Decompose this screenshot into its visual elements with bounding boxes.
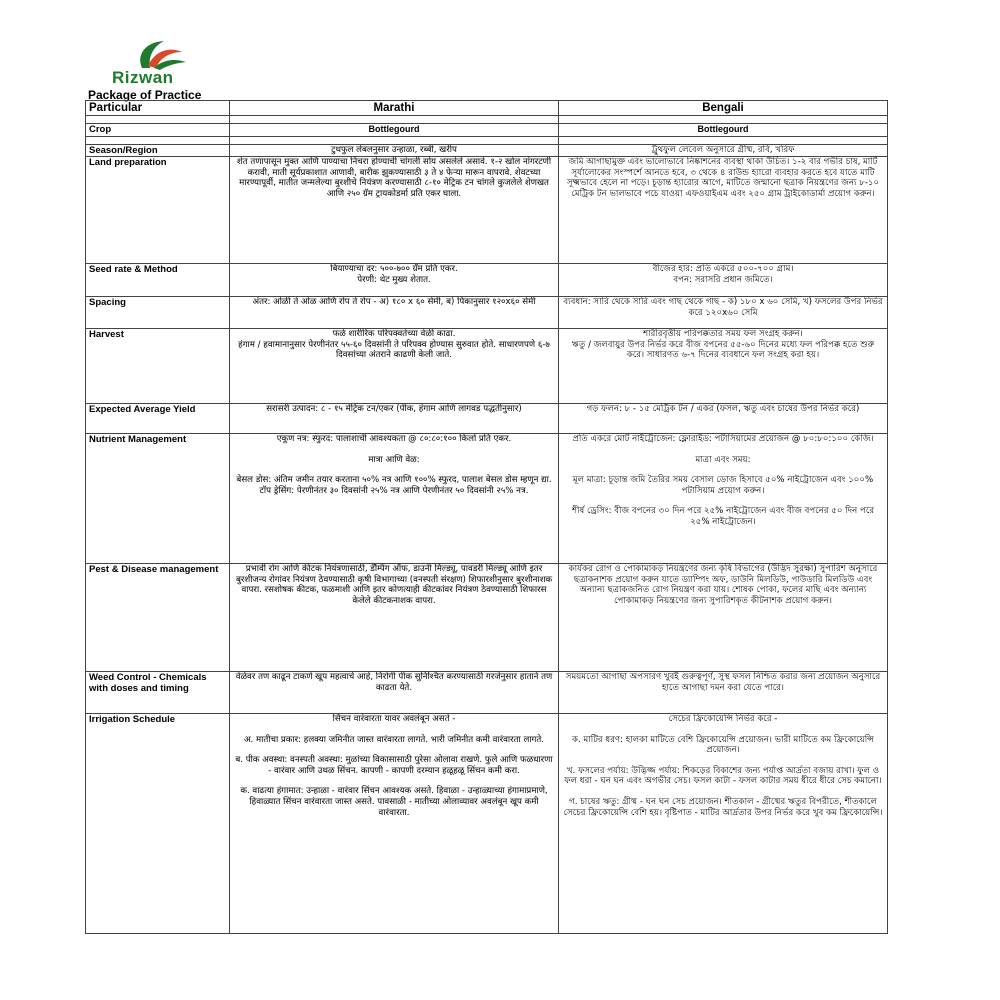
nutrient-text: एकूण नत्र: स्फुरद: पालाशाची आवश्यकता @ ८०:८०:१०० किलो प्रति एकर. (276, 434, 512, 444)
nutrient-text: टॉप ड्रेसिंग: पेरणीनंतर ३० दिवसांनी २५% नत्र आणि पेरणीनंतर ५० दिवसांनी २५% नत्र. (259, 485, 529, 496)
table-row-weed-control (86, 672, 888, 714)
sowing-text: पेरणी: थेट मुख्य शेतात. (357, 274, 431, 285)
row-label-expected-yield: Expected Average Yield (86, 404, 230, 434)
row-label-weed-control: Weed Control - Chemicals with doses and timing (86, 672, 230, 714)
cell-harvest-bengali (559, 329, 888, 404)
nutrient-text: মূল মাত্রা: চূড়ান্ত জমি তৈরির সময় বেসাল ডোজ হিসাবে ৫০% নাইট্রোজেন এবং ১০০% পটাসিয়াম প্রয়োগ করুন। (572, 475, 874, 496)
nutrient-text: শীর্ষ ড্রেসিং: বীজ বপনের ৩০ দিন পরে ২৫% নাইট্রোজেন এবং বীজ বপনের ৫০ দিন পরে ২৫% নাইট্রোজেন। (571, 506, 875, 527)
seed-rate-text: বীজের হার: প্রতি একরে ৫০০-৭০০ গ্রাম। (652, 264, 794, 274)
cell-crop-marathi: Bottlegourd (230, 124, 559, 137)
table-row-spacing (86, 297, 888, 329)
rizwan-leaf-logo-icon (124, 38, 198, 72)
cell-land-bengali: জমি আগাছামুক্ত এবং ভালোভাবে নিষ্কাশনের ব্যবস্থা থাকা উচিত। ১-২ বার গভীর চাষ, মাটি সূর্যালোকের সংস্পর্শে আনতে হবে, ৩ থেকে ৪ রাউন্ড হ্যারো ব্যবহার করতে হবে যাতে মাটি সূক্ষ্মভাবে হেলে না পড়ে। চূড়ান্ত হ্যারোর আগে, মাটিতে জন্মানো ছত্রাক নিয়ন্ত্রণের জন্য ৮-১০ মেট্রিক টন ভালভাবে পচে যাওয়া এফওয়াইএম এবং ২৫০ গ্রাম ট্রাইকোডার্মা প্রয়োগ করুন। (559, 157, 888, 264)
harvest-text: हंगाम / हवामानानुसार पेरणीनंतर ५५-६० दिवसांनी ते परिपक्व होण्यास सुरुवात होते. साधारणपणे ६-७ दिवसांच्या अंतराने काढणी केली जाते. (238, 339, 550, 361)
sowing-text: বপন: সরাসরি প্রধান জমিতে। (673, 274, 773, 285)
brand-name: Rizwan (112, 68, 174, 87)
cell-irrigation-bengali (559, 714, 888, 934)
cell-seed-bengali (559, 264, 888, 297)
irrigation-text: খ. ফসলের পর্যায়: উদ্ভিজ্জ পর্যায়: শিকড়ের বিকাশের জন্য পর্যাপ্ত আর্দ্রতা বজায় রাখা। ফুল ও ফল ধরা - ঘন ঘন এবং অগভীর সেচ। ফসল কাটা - ফসল কাটার সময় ধীরে ধীরে সেচ কমানো। (564, 765, 882, 787)
row-label-land-preparation: Land preparation (86, 157, 230, 264)
row-label-pest-disease: Pest & Disease management (86, 564, 230, 672)
header-bengali: Bengali (559, 101, 888, 116)
cell-spacing-marathi: अंतर: ओळी ते ओळ आणि रोप ते रोप - अ) १८० x ६० सेमी, ब) पिकानुसार १२०x६० सेमी (230, 297, 559, 329)
table-row-season (86, 145, 888, 157)
cell-land-marathi: शेत तणापासून मुक्त आणि पाण्याचा निचरा होण्याची चांगली सोय असलेले असावे. १-२ खोल नांगरटणी करावी, माती सूर्यप्रकाशात आणावी, बारीक झुकण्यासाठी ३ ते ४ फेऱ्या मारून वापरावे. शेवटच्या मारण्यापूर्वी, मातीत जन्मलेल्या बुरशीचे नियंत्रण करण्यासाठी ८-१० मेट्रिक टन चांगले कुजलेले शेणखत आणि २५० ग्रॅम ट्रायकोडर्मा प्रति एकर घाला. (230, 157, 559, 264)
irrigation-text: গ. চাষের ঋতু: গ্রীষ্ম - ঘন ঘন সেচ প্রয়োজন। শীতকাল - গ্রীষ্মের ঋতুর বিপরীতে, শীতকালে সেচের ফ্রিকোয়েন্সি বেশি হয়। বৃষ্টিপাত - মাটির আর্দ্রতার উপর নির্ভর করে খুব কম ফ্রিকোয়েন্সি। (563, 796, 883, 818)
nutrient-text: মাত্রা এবং সময়: (695, 454, 751, 465)
header-marathi: Marathi (230, 101, 559, 116)
table-row-pest-disease (86, 564, 888, 672)
table-row-nutrient-management (86, 434, 888, 564)
harvest-text: শারীরবৃত্তীয় পরিপক্কতার সময় ফল সংগ্রহ করুন। (643, 329, 803, 339)
cell-pest-marathi: प्रभावी रोग आणि कीटक नियंत्रणासाठी, डॅम्पिंग ऑफ, डाउनी मिल्ड्यू, पावडरी मिल्ड्यू आणि इतर बुरशीजन्य रोगांवर नियंत्रण ठेवण्यासाठी कृषी विभागाच्या (वनस्पती संरक्षण) शिफारशीनुसार बुरशीनाशक वापरा. रसशोषक कीटक, फळमाशी आणि इतर कोणत्याही कीटकांवर नियंत्रण ठेवण्यासाठी शिफारस केलेले कीटकनाशक वापरा. (230, 564, 559, 672)
table-row-harvest (86, 329, 888, 404)
seed-rate-text: बियाण्याचा दर: ५००-७०० ग्रॅम प्रति एकर. (330, 264, 458, 274)
table-row-seed-rate (86, 264, 888, 297)
irrigation-text: क. वाढत्या हंगामात: उन्हाळा - वारंवार सिंचन आवश्यक असते. हिवाळा - उन्हाळ्याच्या हंगामाप्रमाणे, हिवाळ्यात सिंचन वारंवारता जास्त असते. पावसाळी - मातीच्या ओलाव्यावर अवलंबून खूप कमी वारंवारता. (240, 786, 548, 818)
irrigation-text: अ. मातीचा प्रकार: हलक्या जमिनीत जास्त वारंवारता लागते. भारी जमिनीत कमी वारंवारता लागते. (243, 734, 545, 745)
spacer-row (86, 137, 888, 145)
cell-season-marathi: टुथफुल लेबलनुसार उन्हाळा, रब्बी, खरीप (230, 145, 559, 157)
irrigation-text: ক. মাটির ধরণ: হালকা মাটিতে বেশি ফ্রিকোয়েন্সি প্রয়োজন। ভারী মাটিতে কম ফ্রিকোয়েন্সি প্রয়োজন। (572, 734, 874, 756)
irrigation-text: সেচের ফ্রিকোয়েন্সি নির্ভর করে - (668, 714, 778, 724)
table-row-land-preparation (86, 157, 888, 264)
cell-season-bengali: ট্রুথফুল লেবেল অনুসারে গ্রীষ্ম, রবি, খরিফ (559, 145, 888, 157)
document-title: Package of Practice (88, 88, 202, 102)
cell-crop-bengali: Bottlegourd (559, 124, 888, 137)
harvest-text: ঋতু / জলবায়ুর উপর নির্ভর করে বীজ বপনের ৫৫-৬০ দিনের মধ্যে ফল পরিপক্ক হতে শুরু করে। সাধারণত ৬-৭ দিনের ব্যবধানে ফল সংগ্রহ করা হয়। (571, 339, 875, 361)
irrigation-text: सिंचन वारंवारता यावर अवलंबून असते - (332, 714, 456, 724)
package-of-practice-table (85, 100, 888, 934)
table-row-crop (86, 124, 888, 137)
brand-logo (112, 38, 212, 88)
cell-seed-marathi (230, 264, 559, 297)
row-label-season: Season/Region (86, 145, 230, 157)
cell-yield-bengali: গড় ফলন: ৮ - ১৫ মেট্রিক টন / একর (ফসল, ঋতু এবং চাষের উপর নির্ভর করে) (559, 404, 888, 434)
cell-harvest-marathi (230, 329, 559, 404)
row-label-crop: Crop (86, 124, 230, 137)
cell-nutrient-marathi (230, 434, 559, 564)
row-label-seed-rate: Seed rate & Method (86, 264, 230, 297)
irrigation-text: ब. पीक अवस्था: वनस्पती अवस्था: मुळांच्या विकासासाठी पुरेसा ओलावा राखणे. फुले आणि फळधारणा - वारंवार आणि उथळ सिंचन. कापणी - कापणी दरम्यान हळूहळू सिंचन कमी करा. (235, 755, 553, 776)
cell-spacing-bengali: ব্যবধান: সারি থেকে সারি এবং গাছ থেকে গাছ - ক) ১৮০ x ৬০ সেমি, খ) ফসলের উপর নির্ভর করে ১২০x৬০ সেমি (559, 297, 888, 329)
row-label-irrigation-schedule: Irrigation Schedule (86, 714, 230, 934)
cell-weed-marathi: वेळेवर तण काढून टाकणे खूप महत्वाचे आहे, निरोगी पीक सुनिश्चित करण्यासाठी गरजेनुसार हाताने तण काढता येते. (230, 672, 559, 714)
cell-yield-marathi: सरासरी उत्पादन: ८ - १५ मेट्रिक टन/एकर (पीक, हंगाम आणि लागवड पद्धतीनुसार) (230, 404, 559, 434)
cell-weed-bengali: সময়মতো আগাছা অপসারণ খুবই গুরুত্বপূর্ণ, সুস্থ ফসল নিশ্চিত করার জন্য প্রয়োজন অনুসারে হাতে আগাছা দমন করা যেতে পারে। (559, 672, 888, 714)
cell-irrigation-marathi (230, 714, 559, 934)
spacer-row (86, 116, 888, 124)
cell-pest-bengali: কার্যকর রোগ ও পোকামাকড় নিয়ন্ত্রণের জন্য কৃষি বিভাগের (উদ্ভিদ সুরক্ষা) সুপারিশ অনুসারে ছত্রাকনাশক প্রয়োগ করুন যাতে ড্যাম্পিং অফ, ডাউনি মিলডিউ, পাউডারি মিলডিউ এবং অন্যান্য ছত্রাকজনিত রোগ নিয়ন্ত্রণ করা যায়। শোষক পোকা, ফলের মাছি এবং অন্যান্য পোকামাকড় নিয়ন্ত্রণের জন্য সুপারিশকৃত কীটনাশক প্রয়োগ করুন। (559, 564, 888, 672)
row-label-spacing: Spacing (86, 297, 230, 329)
table-header-row (86, 101, 888, 116)
table-row-expected-yield (86, 404, 888, 434)
nutrient-text: প্রতি একরে মোট নাইট্রোজেন: ফ্লোরাইড: পটাসিয়ামের প্রয়োজন @ ৮০:৮০:১০০ কেজি। (572, 434, 874, 444)
nutrient-text: बेसल डोस: अंतिम जमीन तयार करताना ५०% नत्र आणि १००% स्फुरद, पालाश बेसल डोस म्हणून द्या. (236, 475, 552, 486)
table-row-irrigation-schedule (86, 714, 888, 934)
nutrient-text: मात्रा आणि वेळ: (368, 454, 420, 465)
header-particular: Particular (86, 101, 230, 116)
row-label-nutrient-management: Nutrient Management (86, 434, 230, 564)
cell-nutrient-bengali (559, 434, 888, 564)
row-label-harvest: Harvest (86, 329, 230, 404)
harvest-text: फळे शारीरिक परिपक्वतेच्या वेळी काढा. (332, 329, 456, 339)
